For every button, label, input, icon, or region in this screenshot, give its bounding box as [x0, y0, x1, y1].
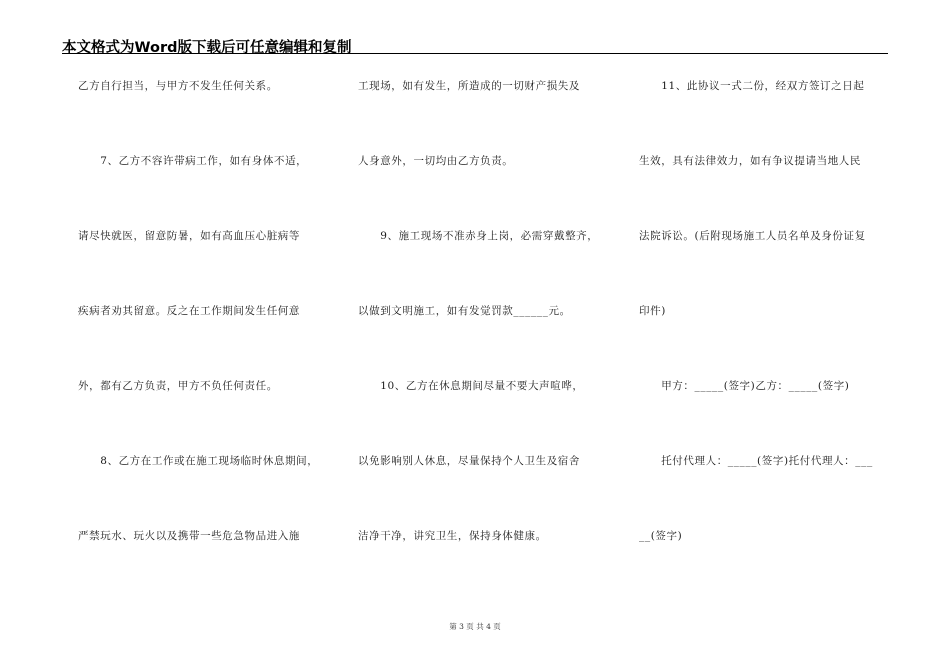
text-line: 洁净干净，讲究卫生，保持身体健康。	[358, 530, 547, 542]
page-number: 第 3 页 共 4 页	[449, 622, 501, 631]
text-line: 11、此协议一式二份，经双方签订之日起	[639, 80, 865, 92]
text-line: 印件)	[639, 305, 666, 317]
text-line: 疾病者劝其留意。反之在工作期间发生任何意	[78, 305, 300, 317]
text-line: 法院诉讼。(后附现场施工人员名单及身份证复	[639, 230, 866, 242]
signature-line: __(签字)	[639, 530, 683, 542]
text-line: 请尽快就医，留意防暑，如有高血压心脏病等	[78, 230, 300, 242]
signature-line: 托付代理人：_____(签字)托付代理人：___	[639, 455, 873, 467]
document-header-title: 本文格式为Word版下载后可任意编辑和复制	[62, 40, 352, 56]
text-line: 8、乙方在工作或在施工现场临时休息期间，	[78, 455, 319, 467]
text-line: 乙方自行担当，与甲方不发生任何关系。	[78, 80, 278, 92]
header-rule	[62, 53, 888, 54]
text-line: 以做到文明施工，如有发觉罚款______元。	[358, 305, 571, 317]
text-line: 7、乙方不容许带病工作，如有身体不适，	[78, 155, 308, 167]
text-line: 以免影响别人休息，尽量保持个人卫生及宿舍	[358, 455, 580, 467]
signature-line: 甲方：_____(签字)乙方：_____(签字)	[639, 380, 850, 392]
text-line: 生效，具有法律效力，如有争议提请当地人民	[639, 155, 861, 167]
text-line: 工现场，如有发生，所造成的一切财产损失及	[358, 80, 580, 92]
text-line: 外，都有乙方负责，甲方不负任何责任。	[78, 380, 278, 392]
text-line: 严禁玩水、玩火以及携带一些危急物品进入施	[78, 530, 300, 542]
text-line: 10、乙方在休息期间尽量不要大声喧哗，	[358, 380, 584, 392]
text-line: 9、施工现场不准赤身上岗，必需穿戴整齐，	[358, 230, 599, 242]
text-line: 人身意外，一切均由乙方负责。	[358, 155, 514, 167]
